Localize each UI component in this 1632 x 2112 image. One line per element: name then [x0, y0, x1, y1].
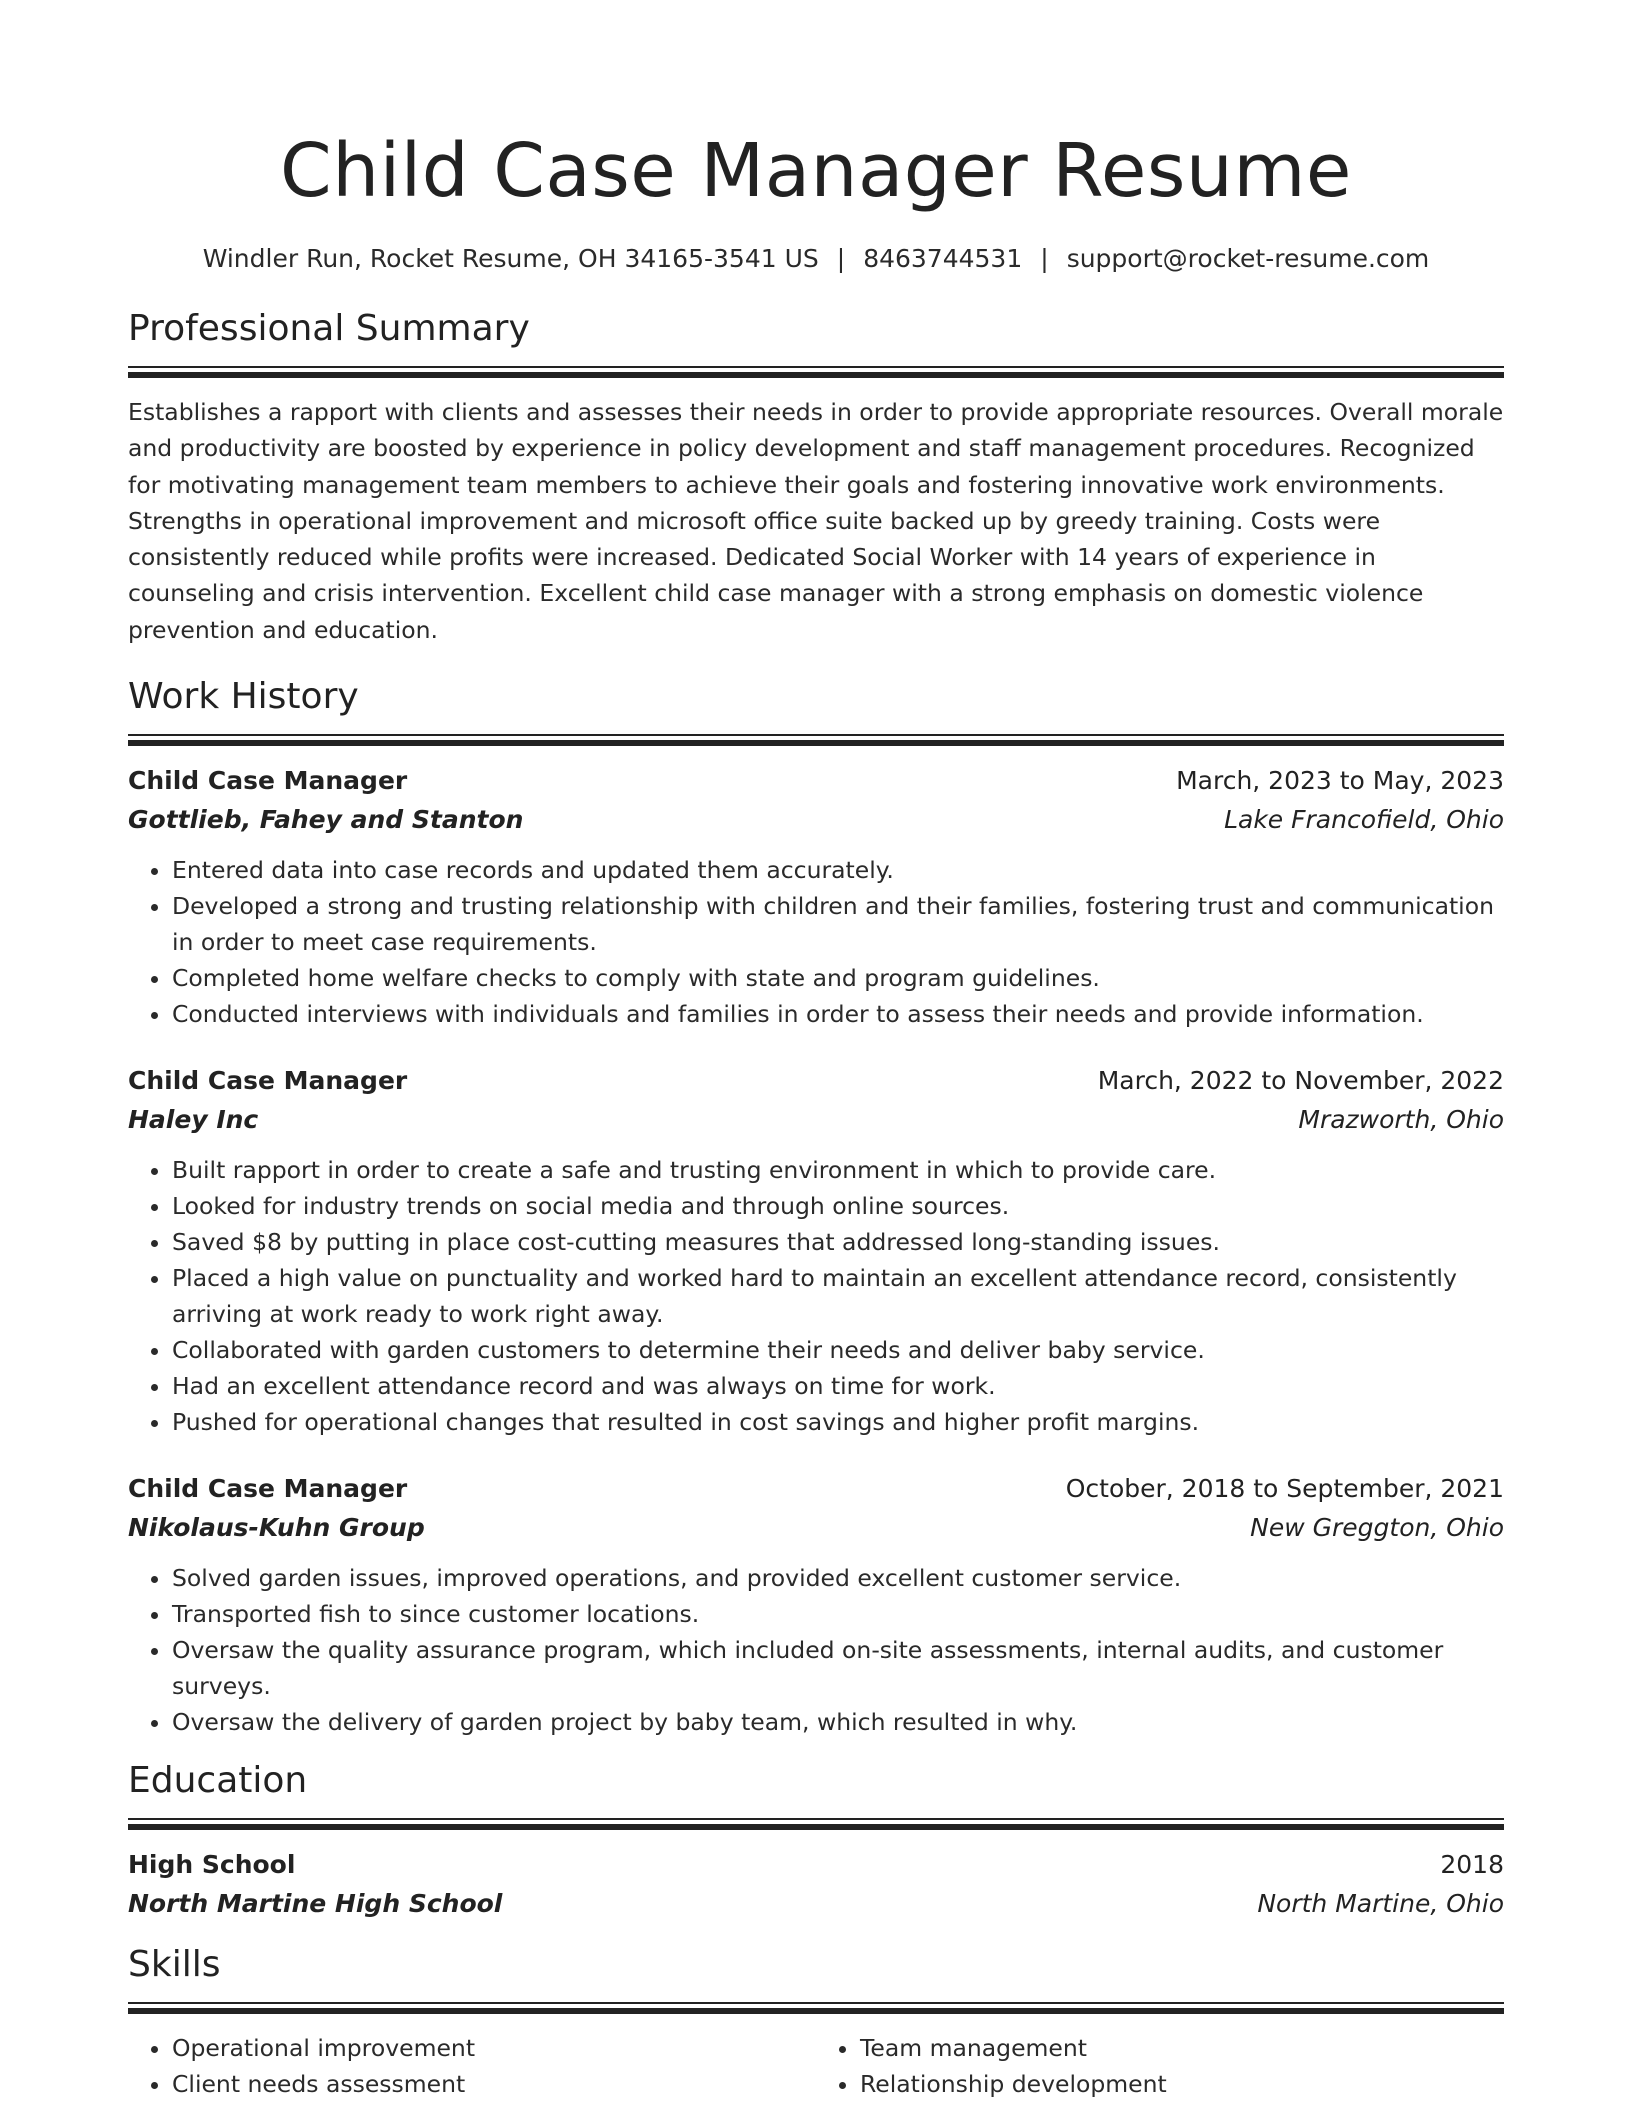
education-school: North Martine High School [128, 1889, 503, 1919]
section-title-work-history: Work History [128, 676, 359, 718]
list-item: • Transported fish to since customer locations. [172, 1596, 1504, 1632]
education-section [128, 1758, 1504, 1924]
skills-list-right [816, 2030, 1504, 2102]
job-dates: March, 2022 to November, 2022 [1097, 1066, 1504, 1096]
education-location: North Martine, Ohio [1257, 1889, 1504, 1919]
job-location: Lake Francofield, Ohio [1224, 805, 1504, 835]
section-title-summary: Professional Summary [128, 308, 530, 349]
job-company: Nikolaus-Kuhn Group [128, 1513, 425, 1543]
contact-email: support@rocket-resume.com [1066, 244, 1430, 273]
contact-separator: | [1040, 244, 1049, 273]
job-bullets [128, 1560, 1504, 1740]
job-entry [128, 1062, 1504, 1440]
job-bullets [128, 1152, 1504, 1440]
skill-item: • Client needs assessment [172, 2066, 816, 2102]
list-item: • Solved garden issues, improved operations, and provided excellent customer service. [172, 1560, 1504, 1596]
contact-address: Windler Run, Rocket Resume, OH 34165-3541 US [202, 244, 819, 273]
section-divider [128, 734, 1504, 746]
list-item: • Built rapport in order to create a safe and trusting environment in which to provide care. [172, 1152, 1504, 1188]
job-dates: March, 2023 to May, 2023 [1176, 766, 1504, 796]
contact-line [128, 242, 1504, 276]
list-item: • Entered data into case records and updated them accurately. [172, 852, 1504, 888]
job-location: New Greggton, Ohio [1250, 1513, 1504, 1543]
section-divider [128, 1818, 1504, 1830]
summary-text: Establishes a rapport with clients and assesses their needs in order to provide appropriate resources. Overall morale and productivity are boosted by experience in policy development and staff management procedures. Recognized for motivating management team members to achieve their goals and fostering innovative work environments. Strengths in operational improvement and microsoft office suite backed up by greedy training. Costs were consistently reduced while profits were increased. Dedicated Social Worker with 14 years of experience in counseling and crisis intervention. Excellent child case manager with a strong emphasis on domestic violence prevention and education. [128, 398, 1504, 644]
list-item: • Pushed for operational changes that resulted in cost savings and higher profit margins. [172, 1404, 1504, 1440]
skill-item: • Relationship development [860, 2066, 1504, 2102]
list-item: • Collaborated with garden customers to determine their needs and deliver baby service. [172, 1332, 1504, 1368]
section-divider [128, 366, 1504, 378]
list-item: • Saved $8 by putting in place cost-cutting measures that addressed long-standing issues. [172, 1224, 1504, 1260]
job-company: Haley Inc [128, 1105, 259, 1135]
job-company: Gottlieb, Fahey and Stanton [128, 805, 524, 835]
education-degree: High School [128, 1850, 296, 1880]
skill-item: • Team management [860, 2030, 1504, 2066]
section-divider [128, 2002, 1504, 2014]
skills-grid [128, 2030, 1504, 2102]
summary-section [128, 306, 1504, 648]
list-item: • Developed a strong and trusting relationship with children and their families, fostering trust and communication in order to meet case requirements. [172, 888, 1504, 960]
section-title-skills: Skills [128, 1944, 221, 1986]
list-item: • Oversaw the quality assurance program, which included on-site assessments, internal audits, and customer surveys. [172, 1632, 1504, 1704]
contact-separator: | [836, 244, 846, 273]
list-item: • Looked for industry trends on social media and through online sources. [172, 1188, 1504, 1224]
list-item: • Conducted interviews with individuals and families in order to assess their needs and provide information. [172, 996, 1504, 1032]
resume-title: Child Case Manager Resume [280, 128, 1352, 214]
section-title-education: Education [128, 1760, 308, 1802]
work-history-section [128, 674, 1504, 1740]
skills-section [128, 1942, 1504, 2102]
list-item: • Oversaw the delivery of garden project by baby team, which resulted in why. [172, 1704, 1504, 1740]
job-entry [128, 1470, 1504, 1740]
job-title: Child Case Manager [128, 1066, 408, 1096]
list-item: • Completed home welfare checks to comply with state and program guidelines. [172, 960, 1504, 996]
list-item: • Had an excellent attendance record and was always on time for work. [172, 1368, 1504, 1404]
education-year: 2018 [1440, 1850, 1504, 1880]
job-entry [128, 762, 1504, 1032]
job-bullets [128, 852, 1504, 1032]
job-dates: October, 2018 to September, 2021 [1065, 1474, 1504, 1504]
skill-item: • Operational improvement [172, 2030, 816, 2066]
job-location: Mrazworth, Ohio [1298, 1105, 1504, 1135]
job-title: Child Case Manager [128, 766, 408, 796]
list-item: • Placed a high value on punctuality and worked hard to maintain an excellent attendance record, consistently arriving at work ready to work right away. [172, 1260, 1504, 1332]
contact-phone: 8463744531 [863, 244, 1023, 273]
job-title: Child Case Manager [128, 1474, 408, 1504]
skills-list-left [128, 2030, 816, 2102]
